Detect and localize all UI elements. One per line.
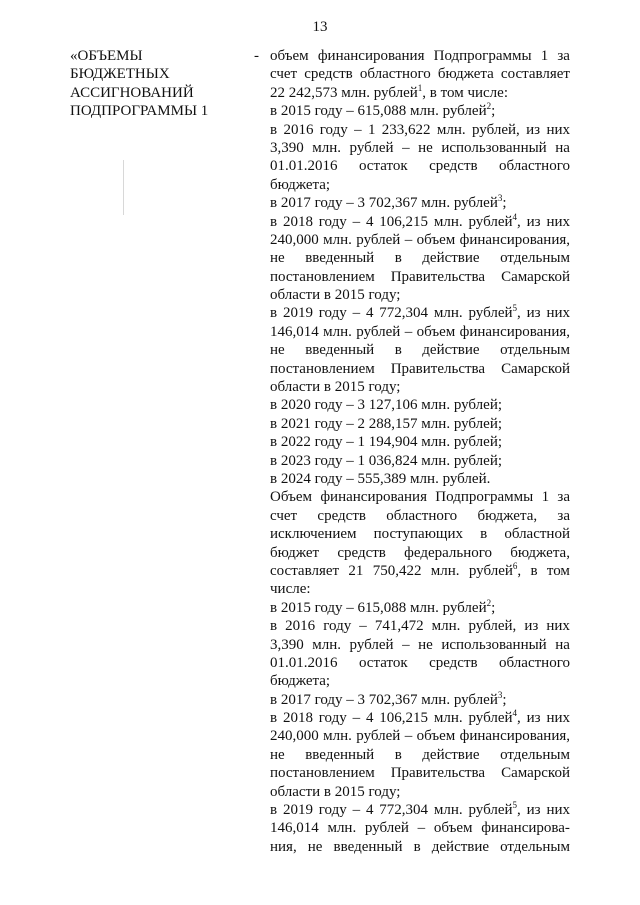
word: за — [557, 48, 570, 64]
text-line — [270, 323, 570, 341]
word: млн. — [433, 802, 463, 819]
text-line — [270, 599, 570, 617]
text-line — [270, 415, 570, 433]
word: постановлением — [270, 268, 375, 285]
word: млн. — [433, 710, 463, 727]
word: из — [524, 618, 539, 635]
word: бюджета, — [477, 507, 538, 524]
word: средств — [304, 66, 353, 83]
section-title-line: АССИГНОВАНИЙ — [70, 84, 194, 101]
word: 2019 — [282, 305, 313, 322]
word: в — [270, 121, 278, 138]
word: действие — [431, 838, 490, 855]
word: – — [352, 213, 361, 230]
footnote-marker: 2 — [486, 597, 492, 608]
footnote-marker: 4 — [512, 211, 518, 222]
word: 750,422 — [372, 562, 422, 579]
word: рублей — [349, 636, 394, 653]
word: Самарской — [501, 765, 570, 782]
word: году — [318, 213, 347, 230]
text-line — [270, 636, 570, 654]
word: не — [307, 838, 323, 855]
word: не — [418, 139, 433, 156]
word: объем — [433, 820, 473, 837]
word: – — [404, 231, 413, 248]
word: Объем — [270, 489, 312, 506]
word: Подпрограммы — [433, 48, 532, 64]
word: введенный — [305, 746, 375, 763]
word: не — [270, 746, 285, 763]
text-line — [270, 157, 570, 175]
section-title — [70, 47, 240, 121]
text: в 2015 году – 615,088 млн. рублей — [270, 103, 487, 120]
text-line — [270, 617, 570, 635]
word: млн. — [323, 231, 352, 248]
word: году — [318, 802, 347, 819]
text-line — [270, 562, 570, 580]
word: – — [404, 323, 413, 340]
word: средств — [317, 507, 366, 524]
word: 146,014 — [270, 820, 319, 837]
word: объем — [416, 323, 456, 340]
text-line — [270, 838, 570, 856]
text: ; — [491, 103, 496, 120]
word: областного — [386, 507, 458, 524]
word: из — [526, 305, 541, 322]
word: объем — [270, 48, 309, 64]
word: 233,622 — [381, 121, 431, 138]
footnote-marker: 4 — [512, 708, 518, 719]
text: в 2017 году – 3 702,367 млн. рублей — [270, 195, 498, 212]
word: рублей$^4$, — [468, 211, 521, 230]
word: , — [517, 562, 522, 579]
word: млн. — [323, 728, 352, 745]
text: ; — [502, 195, 507, 212]
word: введенный — [333, 838, 403, 855]
word: 4 — [365, 802, 374, 819]
word: млн. — [433, 213, 463, 230]
word: 01.01.2016 — [270, 654, 338, 671]
text: в 2024 году – 555,389 млн. рублей. — [270, 470, 491, 487]
word: 3,390 — [270, 636, 304, 653]
word: Самарской — [501, 360, 570, 377]
word: рублей$^5$, — [468, 800, 521, 819]
word: на — [555, 636, 570, 653]
scan-artifact-line — [123, 160, 124, 215]
word: не — [418, 636, 433, 653]
text-line — [270, 139, 570, 157]
word: отдельным — [500, 250, 570, 267]
text-line — [270, 194, 570, 212]
word: 2016 — [283, 121, 314, 138]
word: действие — [422, 342, 480, 359]
word: 106,215 — [379, 213, 429, 230]
word: рублей — [349, 139, 394, 156]
footnote-marker: 5 — [512, 303, 518, 314]
word: них — [546, 213, 570, 230]
word: объем — [416, 728, 456, 745]
word: – — [417, 820, 426, 837]
text-line — [270, 378, 570, 396]
word: них — [546, 121, 570, 138]
word: из — [526, 121, 541, 138]
word: них — [546, 305, 570, 322]
text-line — [270, 746, 570, 764]
word: году — [318, 710, 347, 727]
word: 772,304 — [379, 305, 429, 322]
text: области в 2015 году; — [270, 783, 401, 800]
text: области в 2015 году; — [270, 287, 401, 304]
word: 1 — [367, 121, 376, 138]
text-line — [270, 341, 570, 359]
word: рублей, — [472, 121, 520, 138]
text-line — [270, 286, 570, 304]
word: составляет — [270, 562, 340, 579]
word: действие — [422, 746, 480, 763]
word: счет — [270, 66, 298, 83]
text-line — [270, 121, 570, 139]
text: в 2017 году – 3 702,367 млн. рублей — [270, 691, 498, 708]
word: областного — [359, 66, 431, 83]
word: в — [394, 746, 402, 763]
word: – — [352, 710, 361, 727]
text-line — [270, 268, 570, 286]
text-line — [270, 452, 570, 470]
word: в — [270, 710, 278, 727]
text-line — [270, 213, 570, 231]
word: в — [394, 250, 402, 267]
footnote-marker: 2 — [486, 101, 492, 112]
word: Подпрограммы — [435, 489, 534, 506]
word: областного — [499, 158, 570, 175]
text: числе: — [270, 581, 311, 598]
word: в — [270, 305, 278, 322]
text: ; — [491, 599, 496, 616]
word: бюджет — [270, 544, 320, 561]
text: в 2015 году – 615,088 млн. рублей — [270, 599, 487, 616]
word: в — [270, 213, 278, 230]
text-line — [270, 304, 570, 322]
word: млн. — [433, 305, 463, 322]
word: году — [323, 618, 352, 635]
word: поступающих — [373, 526, 463, 543]
word: млн. — [312, 139, 342, 156]
word: – — [352, 305, 361, 322]
word: за — [557, 507, 570, 524]
text-line — [270, 433, 570, 451]
footnote-marker: 6 — [512, 560, 518, 571]
word: 240,000 — [270, 231, 319, 248]
word: – — [354, 121, 362, 138]
word: – — [402, 139, 410, 156]
text-line — [270, 691, 570, 709]
word: использованный — [441, 636, 547, 653]
word: из — [526, 213, 541, 230]
word: введенный — [305, 250, 375, 267]
text-line — [270, 801, 570, 819]
text-line — [270, 470, 570, 488]
word: них — [546, 618, 570, 635]
word: финансирования, — [459, 323, 570, 340]
word: из — [526, 802, 541, 819]
footnote-marker: 1 — [417, 82, 423, 93]
word: в — [270, 802, 278, 819]
word: финансирования — [317, 48, 425, 64]
word: средств — [429, 654, 478, 671]
word: 2016 — [285, 618, 316, 635]
text-line — [270, 783, 570, 801]
text-line — [270, 709, 570, 727]
text: в 2021 году – 2 288,157 млн. рублей; — [270, 415, 503, 432]
text-line — [270, 47, 570, 65]
word: отдельным — [500, 746, 570, 763]
word: отдельным — [500, 838, 570, 855]
word: рублей$^4$, — [468, 708, 521, 727]
text-line — [270, 819, 570, 837]
word: областного — [499, 654, 570, 671]
text-line — [270, 102, 570, 120]
text-line — [270, 231, 570, 249]
word: Самарской — [501, 268, 570, 285]
list-dash: - — [254, 48, 259, 64]
word: рублей, — [468, 618, 517, 635]
word: млн. — [430, 562, 460, 579]
word: постановлением — [270, 765, 375, 782]
text-line — [270, 360, 570, 378]
word: финансирования, — [459, 231, 570, 248]
text-line — [270, 654, 570, 672]
word: рублей — [356, 728, 401, 745]
text-line — [270, 525, 570, 543]
text-line — [270, 544, 570, 562]
word: финансирования — [320, 489, 427, 506]
word: действие — [422, 250, 480, 267]
word: счет — [270, 507, 298, 524]
section-title-line: «ОБЪЕМЫ — [70, 48, 143, 64]
text: , в том числе: — [422, 84, 508, 101]
word: млн. — [327, 820, 357, 837]
word: – — [402, 636, 410, 653]
word: финансирования, — [459, 728, 570, 745]
section-title-line: ПОДПРОГРАММЫ 1 — [70, 103, 209, 120]
text-line — [270, 176, 570, 194]
word: не — [270, 342, 285, 359]
word: рублей — [364, 820, 409, 837]
word: 1 — [541, 489, 550, 506]
word: 2018 — [282, 710, 313, 727]
text: в 2020 году – 3 127,106 млн. рублей; — [270, 397, 503, 414]
word: , — [517, 213, 521, 230]
word: остаток — [358, 654, 408, 671]
word: за — [557, 489, 570, 506]
word: 3,390 — [270, 139, 304, 156]
word: году — [318, 305, 347, 322]
text-line — [270, 488, 570, 506]
word: 772,304 — [379, 802, 429, 819]
text-line — [270, 507, 570, 525]
word: 106,215 — [379, 710, 429, 727]
word: областной — [504, 526, 570, 543]
word: финансирова- — [481, 820, 570, 837]
word: использованный — [441, 139, 547, 156]
text-line — [270, 580, 570, 598]
text: 22 242,573 млн. рублей — [270, 84, 418, 101]
word: отдельным — [500, 342, 570, 359]
text: ; — [502, 691, 507, 708]
word: них — [546, 710, 570, 727]
word: Правительства — [390, 360, 486, 377]
word: средств — [337, 544, 386, 561]
page-number: 13 — [312, 19, 328, 35]
word: рублей — [356, 323, 401, 340]
word: Правительства — [390, 765, 486, 782]
word: , — [517, 710, 521, 727]
word: бюджета, — [510, 544, 570, 561]
word: в — [270, 618, 278, 635]
text: бюджета; — [270, 176, 331, 193]
word: 4 — [365, 305, 374, 322]
word: 21 — [348, 562, 364, 579]
word: в — [530, 562, 538, 579]
word: из — [526, 710, 541, 727]
word: 741,472 — [374, 618, 424, 635]
word: не — [270, 250, 285, 267]
text: в 2022 году – 1 194,904 млн. рублей; — [270, 434, 503, 451]
word: в — [480, 526, 488, 543]
word: – — [404, 728, 413, 745]
footnote-marker: 5 — [512, 800, 518, 811]
word: млн. — [431, 618, 461, 635]
word: рублей$^6$, — [468, 560, 522, 579]
word: объем — [416, 231, 456, 248]
word: в — [394, 342, 402, 359]
word: в — [413, 838, 421, 855]
word: 240,000 — [270, 728, 319, 745]
text: области в 2015 году; — [270, 379, 401, 396]
word: , — [517, 802, 521, 819]
word: 4 — [365, 710, 374, 727]
text-line — [270, 764, 570, 782]
text-line — [270, 84, 570, 102]
word: на — [555, 139, 570, 156]
word: остаток — [358, 158, 408, 175]
text-line — [270, 65, 570, 83]
text-line — [270, 672, 570, 690]
word: млн. — [323, 323, 352, 340]
word: ния, — [270, 838, 297, 855]
text: бюджета; — [270, 673, 331, 690]
word: 2019 — [282, 802, 313, 819]
section-title-line: БЮДЖЕТНЫХ — [70, 66, 170, 83]
word: году — [319, 121, 348, 138]
word: – — [352, 802, 361, 819]
word: , — [517, 305, 521, 322]
word: бюджета — [437, 66, 494, 83]
word: введенный — [305, 342, 375, 359]
word: составляет — [500, 66, 570, 83]
word: Правительства — [390, 268, 486, 285]
text-line — [270, 727, 570, 745]
word: средств — [429, 158, 478, 175]
word: млн. — [312, 636, 342, 653]
word: исключением — [270, 526, 357, 543]
word: рублей — [356, 231, 401, 248]
word: – — [359, 618, 367, 635]
text-line — [270, 249, 570, 267]
word: 1 — [540, 48, 549, 64]
footnote-marker: 3 — [497, 193, 503, 204]
text: в 2023 году – 1 036,824 млн. рублей; — [270, 452, 503, 469]
word: млн. — [436, 121, 466, 138]
financing-text — [270, 47, 570, 856]
footnote-marker: 3 — [497, 689, 503, 700]
word: 2018 — [282, 213, 313, 230]
word: 146,014 — [270, 323, 319, 340]
word: 4 — [365, 213, 374, 230]
word: постановлением — [270, 360, 375, 377]
word: федерального — [404, 544, 493, 561]
word: том — [546, 562, 570, 579]
word: них — [546, 802, 570, 819]
text-line — [270, 396, 570, 414]
word: рублей$^5$, — [468, 303, 521, 322]
word: 01.01.2016 — [270, 158, 338, 175]
